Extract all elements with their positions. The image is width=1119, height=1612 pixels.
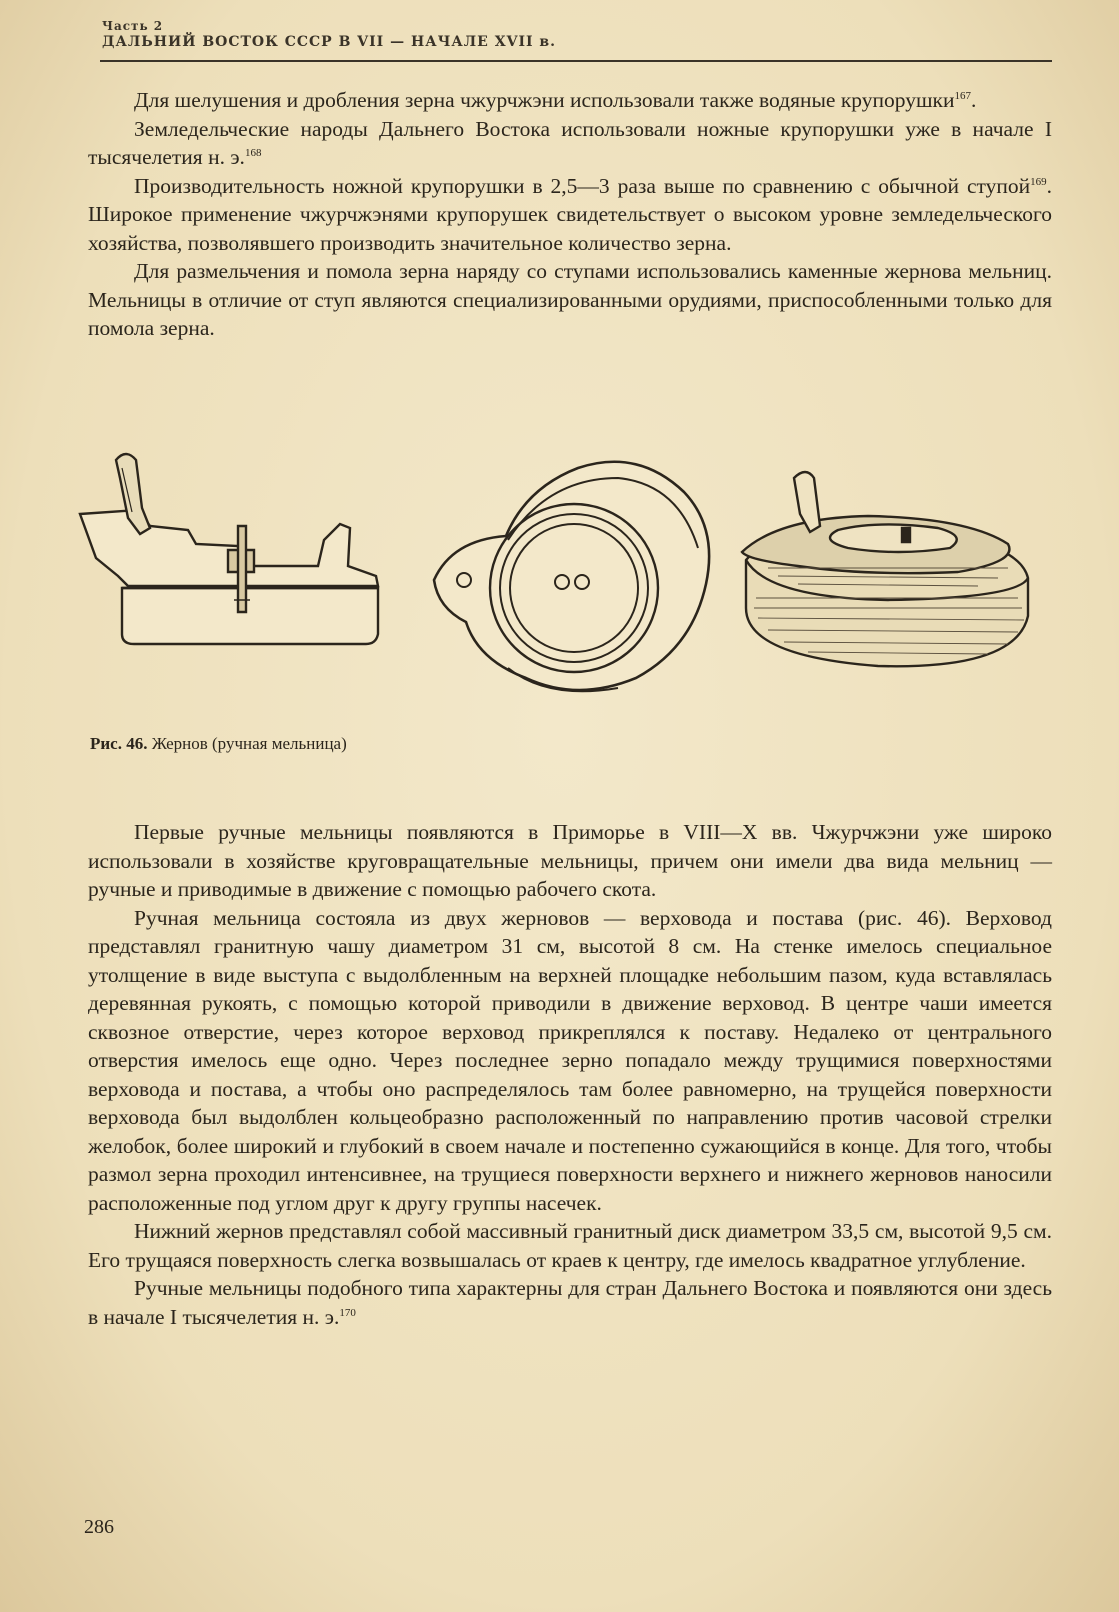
footnote-ref: 170 [339,1306,356,1319]
caption-label: Рис. 46. [90,734,148,753]
millstone-perspective-view [742,472,1028,666]
page-number: 286 [84,1516,114,1538]
paragraph: Земледельческие народы Дальнего Востока использовали ножные крупорушки уже в начале I тысячелетия н. э.$^{168}$ [88,116,1052,169]
header-title: ДАЛЬНИЙ ВОСТОК СССР В VII — НАЧАЛЕ XVII в. [102,34,557,50]
text-block-top [88,86,1052,343]
millstone-top-view [434,462,709,692]
paragraph: Первые ручные мельницы появляются в Приморье в VIII—X вв. Чжурчжэни уже широко использовали в хозяйстве круговращательные мельницы, причем они имели два вида мельниц — ручные и приводимые в движение с помощью рабочего скота. [88,820,1052,901]
paragraph: Производительность ножной крупорушки в 2,5—3 раза выше по сравнению с обычной ступой$^{169}$. Широкое применение чжурчжэнями крупорушек свидетельствует о высоком уровне земледельческого хозяйства, позволявшего производить значительное количество зерна. [88,173,1052,255]
millstone-side-view [80,454,378,644]
text-block-bottom [88,818,1052,1331]
header-rule [100,60,1052,62]
paragraph: Для размельчения и помола зерна наряду со ступами использовались каменные жернова мельниц. Мельницы в отличие от ступ являются специализированными орудиями, приспособленными только для помола зерна. [88,259,1052,340]
footnote-ref: 169 [1030,175,1047,188]
header-part: Часть 2 [102,19,164,33]
footnote-ref: 167 [954,89,971,102]
paragraph: Для шелушения и дробления зерна чжурчжэни использовали также водяные крупорушки$^{167}$. [134,88,977,112]
running-header [102,18,1052,50]
paragraph: Ручная мельница состояла из двух жерновов — верховода и постава (рис. 46). Верховод представлял гранитную чашу диаметром 31 см, высотой 8 см. На стенке имелось специальное утолщение в виде выступа с выдолбленным на верхней площадке небольшим пазом, куда вставлялась деревянная рукоять, с помощью которой приводили в движение верховод. В центре чаши имеется сквозное отверстие, через которое верховод прикреплялся к поставу. Недалеко от центрального отверстия имелось еще одно. Через последнее зерно попадало между трущимися поверхностями верховода и постава, а чтобы оно распределялось там более равномерно, на трущейся поверхности верховода был выдолблен кольцеобразно расположенный по направлению против часовой стрелки желобок, более широкий и глубокий в своем начале и постепенно сужающийся в конце. Для того, чтобы размол зерна проходил интенсивнее, на трущиеся поверхности верхнего и нижнего жерновов наносили расположенные под углом друг к другу группы насечек. [88,905,1052,1215]
paragraph: Нижний жернов представлял собой массивный гранитный диск диаметром 33,5 см, высотой 9,5 см. Его трущаяся поверхность слегка возвышалась от краев к центру, где имелось квадратное углубление. [88,1219,1052,1272]
figure-millstone [78,448,1068,718]
caption-text: Жернов (ручная мельница) [151,734,347,753]
paragraph: Ручные мельницы подобного типа характерны для стран Дальнего Востока и появляются они здесь в начале I тысячелетия н. э.$^{170}$ [88,1276,1052,1329]
footnote-ref: 168 [244,146,262,159]
figure-caption [90,734,347,754]
millstone-drawings [78,448,1068,718]
